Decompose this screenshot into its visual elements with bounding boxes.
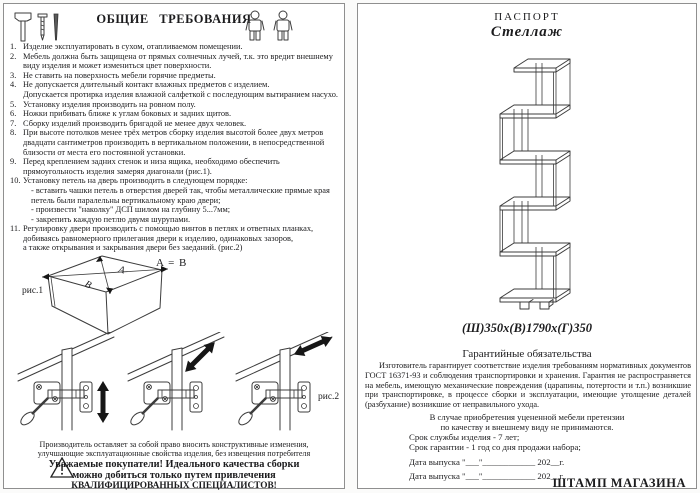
item-text: Ножки прибивать ближе к углам боковых и задних щитов. bbox=[23, 109, 232, 119]
discount-note-line1: В случае приобретения уцененной мебели претензии bbox=[429, 412, 625, 422]
shop-stamp-label: ШТАМП МАГАЗИНА bbox=[552, 476, 686, 490]
item-text: Допускается протирка изделия влажной салфеткой с последующим вытиранием насухо. bbox=[23, 89, 338, 99]
requirements-list bbox=[10, 42, 342, 253]
hinge-diagram-depth-adjust bbox=[234, 332, 334, 432]
service-life: Срок службы изделия - 7 лет; bbox=[409, 432, 520, 442]
fig1-letter-a: A bbox=[117, 264, 126, 277]
item-text: Мебель должна быть защищена от прямых солнечных лучей, т.к. это вредит внешнему виду изделия и может измениться цвет поверхности. bbox=[23, 51, 333, 71]
item-number: 7. bbox=[10, 118, 17, 128]
list-item bbox=[10, 119, 342, 129]
item-text: - вставить чашки петель в отверстия дверей так, чтобы металлические прямые края петель были паралельны вертикальному краю двери; bbox=[31, 185, 330, 205]
item-text: Установку петель на дверь производить в следующем порядке: bbox=[23, 176, 248, 186]
warranty-title: Гарантийные обязательства bbox=[462, 348, 592, 360]
discount-note-line2: по качеству и внешнему виду не принимаются. bbox=[440, 422, 614, 432]
producer-note-line1: Производитель оставляет за собой право вносить конструктивные изменения, bbox=[39, 440, 309, 449]
list-item-continuation bbox=[10, 234, 342, 244]
list-subitem bbox=[18, 205, 342, 215]
hinge-diagram-vertical-adjust bbox=[16, 332, 116, 432]
item-text: Не допускается длительный контакт влажных предметов с изделием. bbox=[23, 80, 270, 90]
item-number: 3. bbox=[10, 70, 17, 80]
item-number: 4. bbox=[10, 80, 17, 90]
item-text: Регулировку двери производить с помощью винтов в петлях и ответных планках, bbox=[23, 224, 314, 234]
list-item bbox=[10, 224, 342, 234]
list-item bbox=[10, 109, 342, 119]
item-number: 8. bbox=[10, 128, 17, 138]
fig1-box-diagonals-diagram bbox=[40, 250, 172, 342]
general-requirements-title: ОБЩИЕ ТРЕБОВАНИЯ bbox=[96, 12, 252, 26]
hinge-diagram-diagonal-adjust bbox=[126, 332, 226, 432]
passport-panel bbox=[357, 3, 697, 489]
item-number: 11. bbox=[10, 224, 21, 234]
shelf-unit-drawing bbox=[478, 54, 578, 312]
customers-warning-line3: КВАЛИФИЦИРОВАННЫХ СПЕЦИАЛИСТОВ! bbox=[71, 481, 277, 491]
item-number: 10. bbox=[10, 176, 21, 186]
warranty-text: Изготовитель гарантирует соответствие изделия требованиям нормативных документов ГОСТ 16371-93 и соблюдения транспортировки и хранения. Гарантия не распространяется на мебель, имеющую механические повреждения (царапины, потертости и т.п.) возникшие при транспортировке, в процессе сборки и эксплуатации, имеющие утолщение деталей (разбухание) возникшие от неправильного ухода. bbox=[365, 361, 691, 410]
passport-title: ПАСПОРТ bbox=[494, 11, 560, 23]
list-item bbox=[10, 42, 342, 52]
list-subitem bbox=[18, 215, 342, 225]
item-number: 1. bbox=[10, 42, 17, 51]
item-text: При высоте потолков менее трёх метров сборку изделия высотой более двух метров двадцати сантиметров производить в вертикальном положении, в непосредственной близости от места его постоянной установки. bbox=[23, 128, 325, 157]
item-text: Перед креплением задних стенок и низа ящика, необходимо обеспечить прямоугольность изделия замеряя диагонали (рис.1). bbox=[23, 157, 280, 176]
item-text: - произвести "наколку" ДСП шилом на глубину 5...7мм; bbox=[31, 205, 231, 215]
item-text: Изделие эксплуатировать в сухом, отапливаемом помещении. bbox=[23, 42, 243, 51]
item-text: добиваясь равномерного прилегания двери к изделию, одинаковых зазоров, bbox=[23, 233, 294, 243]
item-number: 6. bbox=[10, 109, 17, 119]
product-name: Стеллаж bbox=[490, 24, 564, 40]
fig2-label: рис.2 bbox=[318, 392, 340, 402]
fig1-label: рис.1 bbox=[22, 286, 44, 296]
producer-note-line2: улучшающие эксплуатационные свойства изделия, без извещения потребителя bbox=[37, 449, 311, 458]
producer-note bbox=[4, 440, 344, 458]
list-item bbox=[10, 157, 342, 176]
warranty-period: Срок гарантии - 1 год со дня продажи набора; bbox=[409, 442, 581, 452]
item-text: Не ставить на поверхность мебели горячие предметы. bbox=[23, 70, 216, 80]
list-subitem bbox=[18, 186, 342, 205]
list-item bbox=[10, 176, 342, 186]
general-requirements-panel bbox=[3, 3, 345, 489]
fig1-equation: A = B bbox=[156, 257, 188, 269]
list-item bbox=[10, 90, 342, 100]
product-dimensions: (Ш)350х(В)1790х(Г)350 bbox=[462, 321, 592, 335]
list-item bbox=[10, 71, 342, 81]
issue-date-line-2: Дата выпуска "___"____________ 202__г. bbox=[409, 471, 565, 481]
fig1-letter-b: B bbox=[82, 278, 93, 292]
customers-warning-line2: можно добиться только путем привлечения bbox=[72, 470, 276, 481]
list-item bbox=[10, 128, 342, 157]
list-item bbox=[10, 100, 342, 110]
customers-warning-line1: Уважаемые покупатели! Идеального качества сборки bbox=[48, 459, 300, 470]
list-item bbox=[10, 52, 342, 71]
item-text: Установку изделия производить на ровном полу. bbox=[23, 99, 196, 109]
issue-date-line-1: Дата выпуска "___"____________ 202__г. bbox=[409, 457, 565, 467]
item-text: - закрепить каждую петлю двумя шурупами. bbox=[31, 214, 191, 224]
item-number: 9. bbox=[10, 157, 17, 167]
item-number: 2. bbox=[10, 51, 17, 61]
item-text: а также открывания и закрывания двери без заеданий. (рис.2) bbox=[23, 243, 243, 253]
item-text: Сборку изделий производить бригадой не менее двух человек. bbox=[23, 118, 247, 128]
list-item bbox=[10, 80, 342, 90]
item-number: 5. bbox=[10, 99, 17, 109]
two-persons-icon bbox=[242, 8, 298, 44]
